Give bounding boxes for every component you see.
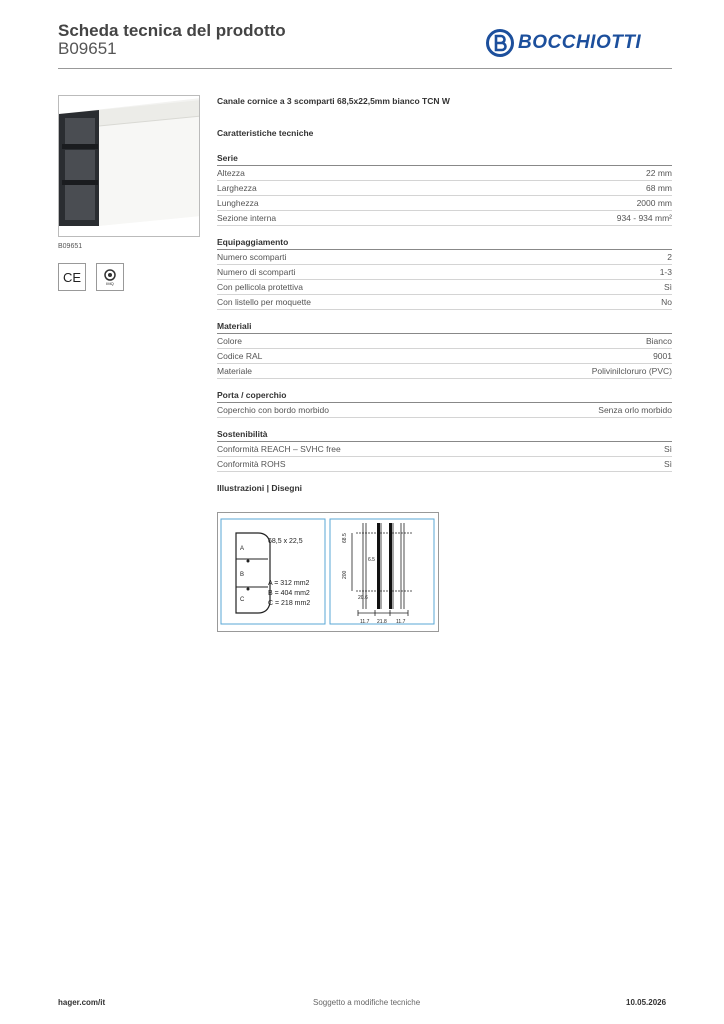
product-name: Canale cornice a 3 scomparti 68,5x22,5mm bianco TCN W bbox=[217, 96, 450, 106]
product-image bbox=[58, 95, 200, 237]
spec-row: Sezione interna 934 - 934 mm² bbox=[217, 211, 672, 226]
section-title: Serie bbox=[217, 153, 672, 166]
illustrations-title: Illustrazioni | Disegni bbox=[217, 483, 303, 493]
bocchiotti-logo-icon bbox=[486, 29, 514, 57]
dim-small-label: 20.6 bbox=[358, 595, 368, 601]
compartment-a-label: A bbox=[240, 546, 245, 552]
section-title: Equipaggiamento bbox=[217, 237, 672, 250]
area-a-label: A = 312 mm2 bbox=[268, 580, 310, 587]
spec-row: Altezza 22 mm bbox=[217, 166, 672, 181]
section-size-label: 68,5 x 22,5 bbox=[268, 538, 303, 545]
compartment-c-label: C bbox=[240, 597, 245, 603]
spec-row: Coperchio con bordo morbido Senza orlo morbido bbox=[217, 403, 672, 418]
spec-row: Conformità ROHS Sì bbox=[217, 457, 672, 472]
footer-disclaimer: Soggetto a modifiche tecniche bbox=[313, 998, 421, 1007]
spec-row: Numero scomparti 2 bbox=[217, 250, 672, 265]
spec-row: Larghezza 68 mm bbox=[217, 181, 672, 196]
spec-row: Codice RAL 9001 bbox=[217, 349, 672, 364]
specs-panel bbox=[217, 96, 672, 493]
area-c-label: C = 218 mm2 bbox=[268, 600, 311, 607]
dim-inner-label: 200 bbox=[342, 570, 348, 579]
dim-bottom-label: 21.8 bbox=[377, 619, 387, 625]
ce-mark-icon: CE bbox=[58, 263, 86, 291]
imq-mark-icon: IMQ bbox=[96, 263, 124, 291]
area-b-label: B = 404 mm2 bbox=[268, 590, 310, 597]
header-divider bbox=[58, 68, 672, 69]
section-sostenibilita bbox=[217, 429, 672, 472]
technical-drawings bbox=[217, 512, 439, 632]
brand-name: BOCCHIOTTI bbox=[518, 32, 642, 53]
section-equipaggiamento bbox=[217, 237, 672, 310]
section-materiali bbox=[217, 321, 672, 379]
page-title: Scheda tecnica del prodotto bbox=[58, 21, 286, 40]
dim-bottom-label: 11.7 bbox=[360, 619, 370, 625]
section-title: Porta / coperchio bbox=[217, 390, 672, 403]
section-porta-coperchio bbox=[217, 390, 672, 418]
spec-row: Conformità REACH – SVHC free Sì bbox=[217, 442, 672, 457]
spec-row: Con listello per moquette No bbox=[217, 295, 672, 310]
section-title: Materiali bbox=[217, 321, 672, 334]
dim-bottom-label: 11.7 bbox=[396, 619, 406, 625]
footer-date: 10.05.2026 bbox=[626, 998, 667, 1007]
dim-small-label: 6.5 bbox=[368, 557, 375, 563]
brand-logo bbox=[486, 29, 641, 57]
section-serie bbox=[217, 153, 672, 226]
spec-row: Lunghezza 2000 mm bbox=[217, 196, 672, 211]
image-caption: B09651 bbox=[58, 243, 83, 250]
spec-row: Materiale Polivinilcloruro (PVC) bbox=[217, 364, 672, 379]
tech-title: Caratteristiche tecniche bbox=[217, 128, 314, 138]
footer-website: hager.com/it bbox=[58, 998, 106, 1007]
spec-row: Numero di scomparti 1-3 bbox=[217, 265, 672, 280]
section-title: Sostenibilità bbox=[217, 429, 672, 442]
dim-height-label: 68.5 bbox=[342, 533, 348, 543]
compartment-b-label: B bbox=[240, 572, 245, 578]
spec-row: Con pellicola protettiva Sì bbox=[217, 280, 672, 295]
spec-row: Colore Bianco bbox=[217, 334, 672, 349]
product-code: B09651 bbox=[58, 39, 117, 58]
